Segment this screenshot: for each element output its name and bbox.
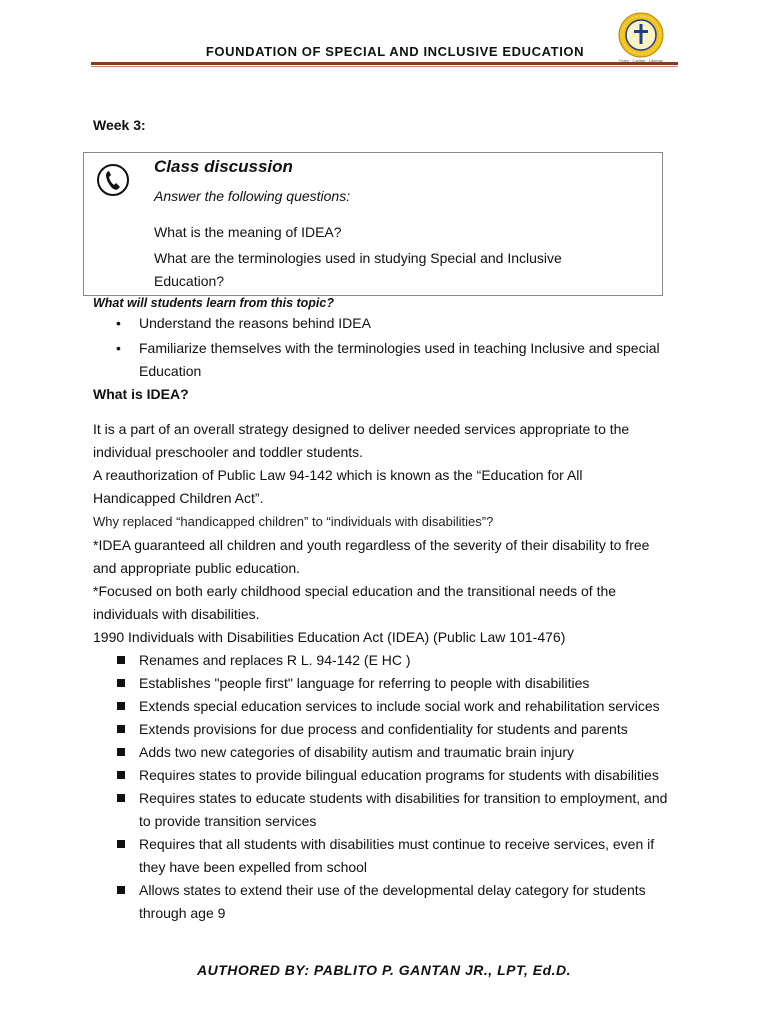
discussion-title: Class discussion <box>154 157 293 176</box>
discussion-question-2: What are the terminologies used in studying Special and Inclusive Education? <box>154 250 562 289</box>
list-item <box>116 764 682 787</box>
list-item-text: Renames and replaces R L. 94-142 (E HC ) <box>139 652 411 668</box>
square-bullet-icon <box>117 748 125 756</box>
learn-list <box>116 312 686 383</box>
list-item-text: Adds two new categories of disability autism and traumatic brain injury <box>139 744 574 760</box>
list-item-text: Requires states to educate students with disabilities for transition to employment, and to provide transition services <box>139 790 668 829</box>
list-item-text: Allows states to extend their use of the developmental delay category for students through age 9 <box>139 882 646 921</box>
list-item <box>116 695 682 718</box>
college-logo <box>614 12 668 64</box>
list-item <box>116 312 686 335</box>
bullet-icon: • <box>116 315 121 331</box>
square-bullet-icon <box>117 840 125 848</box>
logo-seal-icon <box>614 12 668 60</box>
idea-heading: What is IDEA? <box>93 386 189 402</box>
discussion-question-1: What is the meaning of IDEA? <box>154 224 342 240</box>
list-item-text: Establishes "people first" language for referring to people with disabilities <box>139 675 590 691</box>
list-item <box>116 833 682 879</box>
list-item <box>116 741 682 764</box>
idea-paragraph-4: *IDEA guaranteed all children and youth regardless of the severity of their disability to free and appropriate public education. <box>93 537 650 576</box>
list-item <box>116 718 682 741</box>
list-item <box>116 879 682 925</box>
idea-provisions-list <box>116 649 682 925</box>
discussion-subtitle: Answer the following questions: <box>154 188 351 204</box>
learn-item-text: Understand the reasons behind IDEA <box>139 315 371 331</box>
square-bullet-icon <box>117 725 125 733</box>
square-bullet-icon <box>117 771 125 779</box>
list-item <box>116 787 682 833</box>
document-header-title: FOUNDATION OF SPECIAL AND INCLUSIVE EDUCATION <box>205 44 585 59</box>
idea-paragraph-2: A reauthorization of Public Law 94-142 which is known as the “Education for All Handicapped Children Act”. <box>93 467 583 506</box>
learn-item-text: Familiarize themselves with the terminologies used in teaching Inclusive and special Education <box>139 340 660 379</box>
learn-heading: What will students learn from this topic? <box>93 296 334 310</box>
square-bullet-icon <box>117 679 125 687</box>
header-rule <box>91 62 678 65</box>
square-bullet-icon <box>117 656 125 664</box>
idea-paragraph-3: Why replaced “handicapped children” to “individuals with disabilities”? <box>93 514 494 529</box>
week-label: Week 3: <box>93 117 146 133</box>
idea-paragraph-5: *Focused on both early childhood special education and the transitional needs of the individuals with disabilities. <box>93 583 617 622</box>
list-item <box>116 337 686 383</box>
bullet-icon: • <box>116 340 121 356</box>
idea-paragraph-1: It is a part of an overall strategy designed to deliver needed services appropriate to the individual preschooler and toddler students. <box>93 421 630 460</box>
telephone-icon <box>96 163 130 197</box>
list-item-text: Extends provisions for due process and confidentiality for students and parents <box>139 721 628 737</box>
list-item-text: Requires states to provide bilingual education programs for students with disabilities <box>139 767 659 783</box>
list-item-text: Extends special education services to include social work and rehabilitation services <box>139 698 660 714</box>
square-bullet-icon <box>117 702 125 710</box>
header-rule-thin <box>91 66 678 67</box>
square-bullet-icon <box>117 794 125 802</box>
author-footer: AUTHORED BY: PABLITO P. GANTAN JR., LPT, Ed.D. <box>196 962 572 978</box>
square-bullet-icon <box>117 886 125 894</box>
list-item <box>116 649 682 672</box>
class-discussion-box <box>83 152 663 296</box>
list-item-text: Requires that all students with disabilities must continue to receive services, even if they have been expelled from school <box>139 836 655 875</box>
list-item <box>116 672 682 695</box>
logo-caption: Fides · Caritas · Libertas <box>619 58 663 63</box>
idea-paragraph-6: 1990 Individuals with Disabilities Education Act (IDEA) (Public Law 101-476) <box>93 629 566 645</box>
